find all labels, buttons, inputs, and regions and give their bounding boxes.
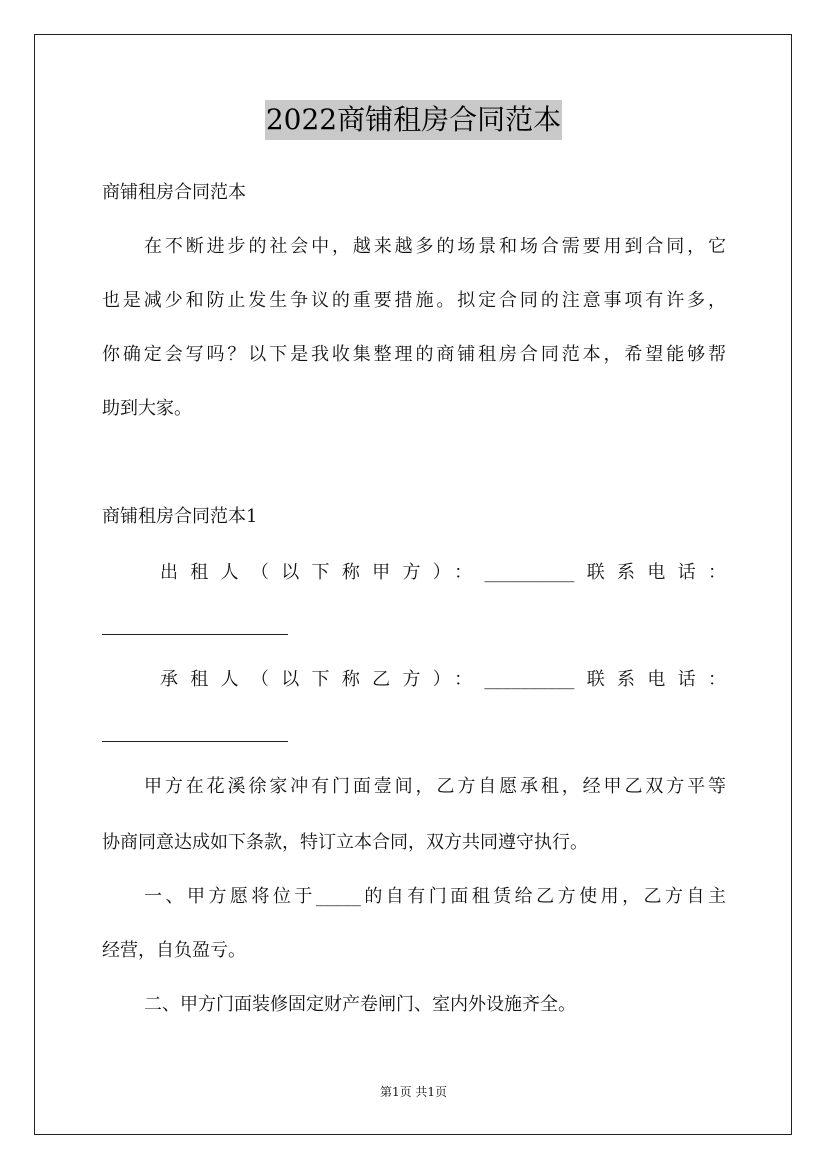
clause-1-line: 一、甲方愿将位于_____的自有门面租赁给乙方使用，乙方自主 [144,886,726,907]
intro-paragraph-line: 你确定会写吗？以下是我收集整理的商铺租房合同范本，希望能够帮 [102,344,726,365]
section-heading-1: 商铺租房合同范本1 [102,506,258,527]
clause-2-line: 二、甲方门面装修固定财产卷闸门、室内外设施齐全。 [144,994,576,1015]
intro-paragraph-line: 也是减少和防止发生争议的重要措施。拟定合同的注意事项有许多， [102,290,726,311]
lessor-phone-blank [102,634,288,635]
title-container [0,100,827,140]
intro-paragraph-line: 助到大家。 [102,398,192,419]
body-paragraph-line: 协商同意达成如下条款，特订立本合同，双方共同遵守执行。 [102,832,588,853]
intro-paragraph-line: 在不断进步的社会中，越来越多的场景和场合需要用到合同，它 [144,236,726,257]
intro-heading: 商铺租房合同范本 [102,182,246,203]
document-title: 2022商铺租房合同范本 [265,100,562,140]
lessee-line: 承租人（以下称乙方）：__________联系电话： [160,669,726,690]
body-paragraph-line: 甲方在花溪徐家冲有门面壹间，乙方自愿承租，经甲乙双方平等 [144,776,726,797]
lessor-line: 出租人（以下称甲方）：__________联系电话： [160,562,726,583]
clause-1-line: 经营，自负盈亏。 [102,940,246,961]
lessee-phone-blank [102,741,288,742]
page-footer: 第1页 共1页 [379,1085,448,1099]
